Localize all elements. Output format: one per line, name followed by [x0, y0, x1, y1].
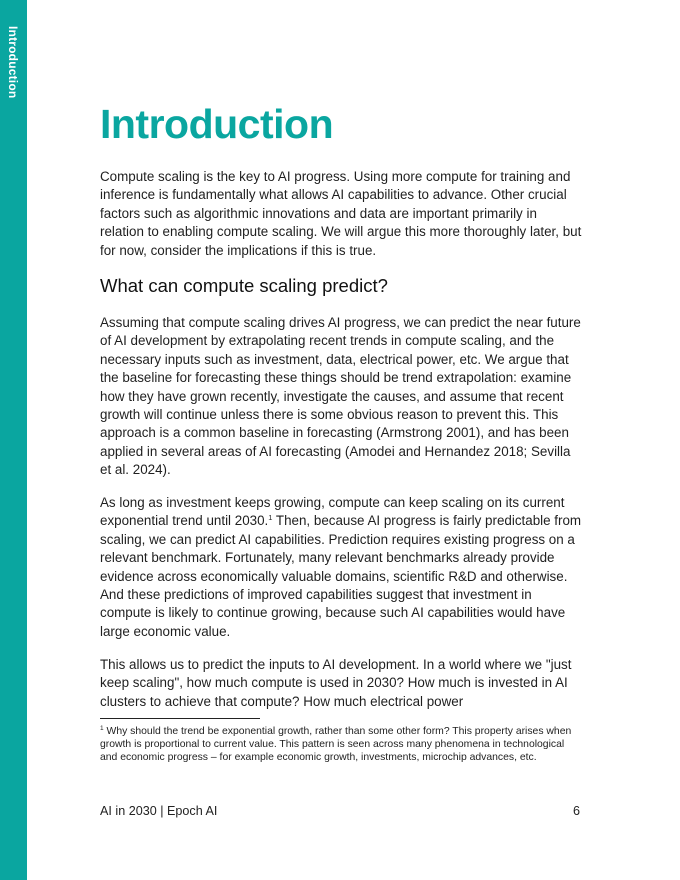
page-title: Introduction	[100, 101, 334, 147]
sidebar-section-label: Introduction	[6, 26, 20, 99]
footnote-marker: 1	[100, 725, 104, 732]
paragraph-3-text-start: As long as investment keeps growing, compute can keep scaling on its current exponential trend until 2030.	[100, 495, 565, 529]
body-paragraph-3	[100, 494, 582, 641]
sidebar-band	[0, 0, 27, 880]
footnote-text: Why should the trend be exponential growth, rather than some other form? This property arises when growth is proportional to current value. This pattern is seen across many phenomena in technological and economic progress – for example economic growth, investments, microchip advances, etc.	[100, 726, 572, 764]
paragraph-3-text-end: Then, because AI progress is fairly predictable from scaling, we can predict AI capabilities. Prediction requires existing progress on a relevant benchmark. Fortunately, many relevant benchmarks already provide evidence across economically valuable domains, scientific R&D and otherwise. And these predictions of improved capabilities suggest that investment in compute is likely to continue growing, because such AI capabilities would have large economic value.	[100, 513, 582, 639]
intro-paragraph: Compute scaling is the key to AI progress. Using more compute for training and inference is fundamentally what allows AI capabilities to advance. Other crucial factors such as algorithmic innovations and data are important primarily in relation to enabling compute scaling. We will argue this more thoroughly later, but for now, consider the implications if this is true.	[100, 169, 582, 258]
body-paragraph-4: This allows us to predict the inputs to AI development. In a world where we "just keep scaling", how much compute is used in 2030? How much is invested in AI clusters to achieve that compute? How much electrical power	[100, 657, 572, 709]
body-paragraph-2: Assuming that compute scaling drives AI progress, we can predict the near future of AI development by extrapolating recent trends in compute scaling, and the necessary inputs such as investment, data, electrical power, etc. We argue that the baseline for forecasting these things should be trend extrapolation: examine how they have grown recently, investigate the causes, and assume that recent growth will continue unless there is some obvious reason to prevent this. This approach is a common baseline in forecasting (Armstrong 2001), and has been applied in several areas of AI forecasting (Amodei and Hernandez 2018; Sevilla et al. 2024).	[100, 315, 581, 478]
footnote-divider	[100, 718, 260, 719]
footnote-reference-1[interactable]: 1	[268, 513, 273, 523]
footnote-1	[100, 725, 582, 765]
section-subheading: What can compute scaling predict?	[100, 275, 388, 296]
footer-page-number: 6	[572, 804, 580, 818]
footer-publication: AI in 2030 | Epoch AI	[100, 804, 218, 818]
